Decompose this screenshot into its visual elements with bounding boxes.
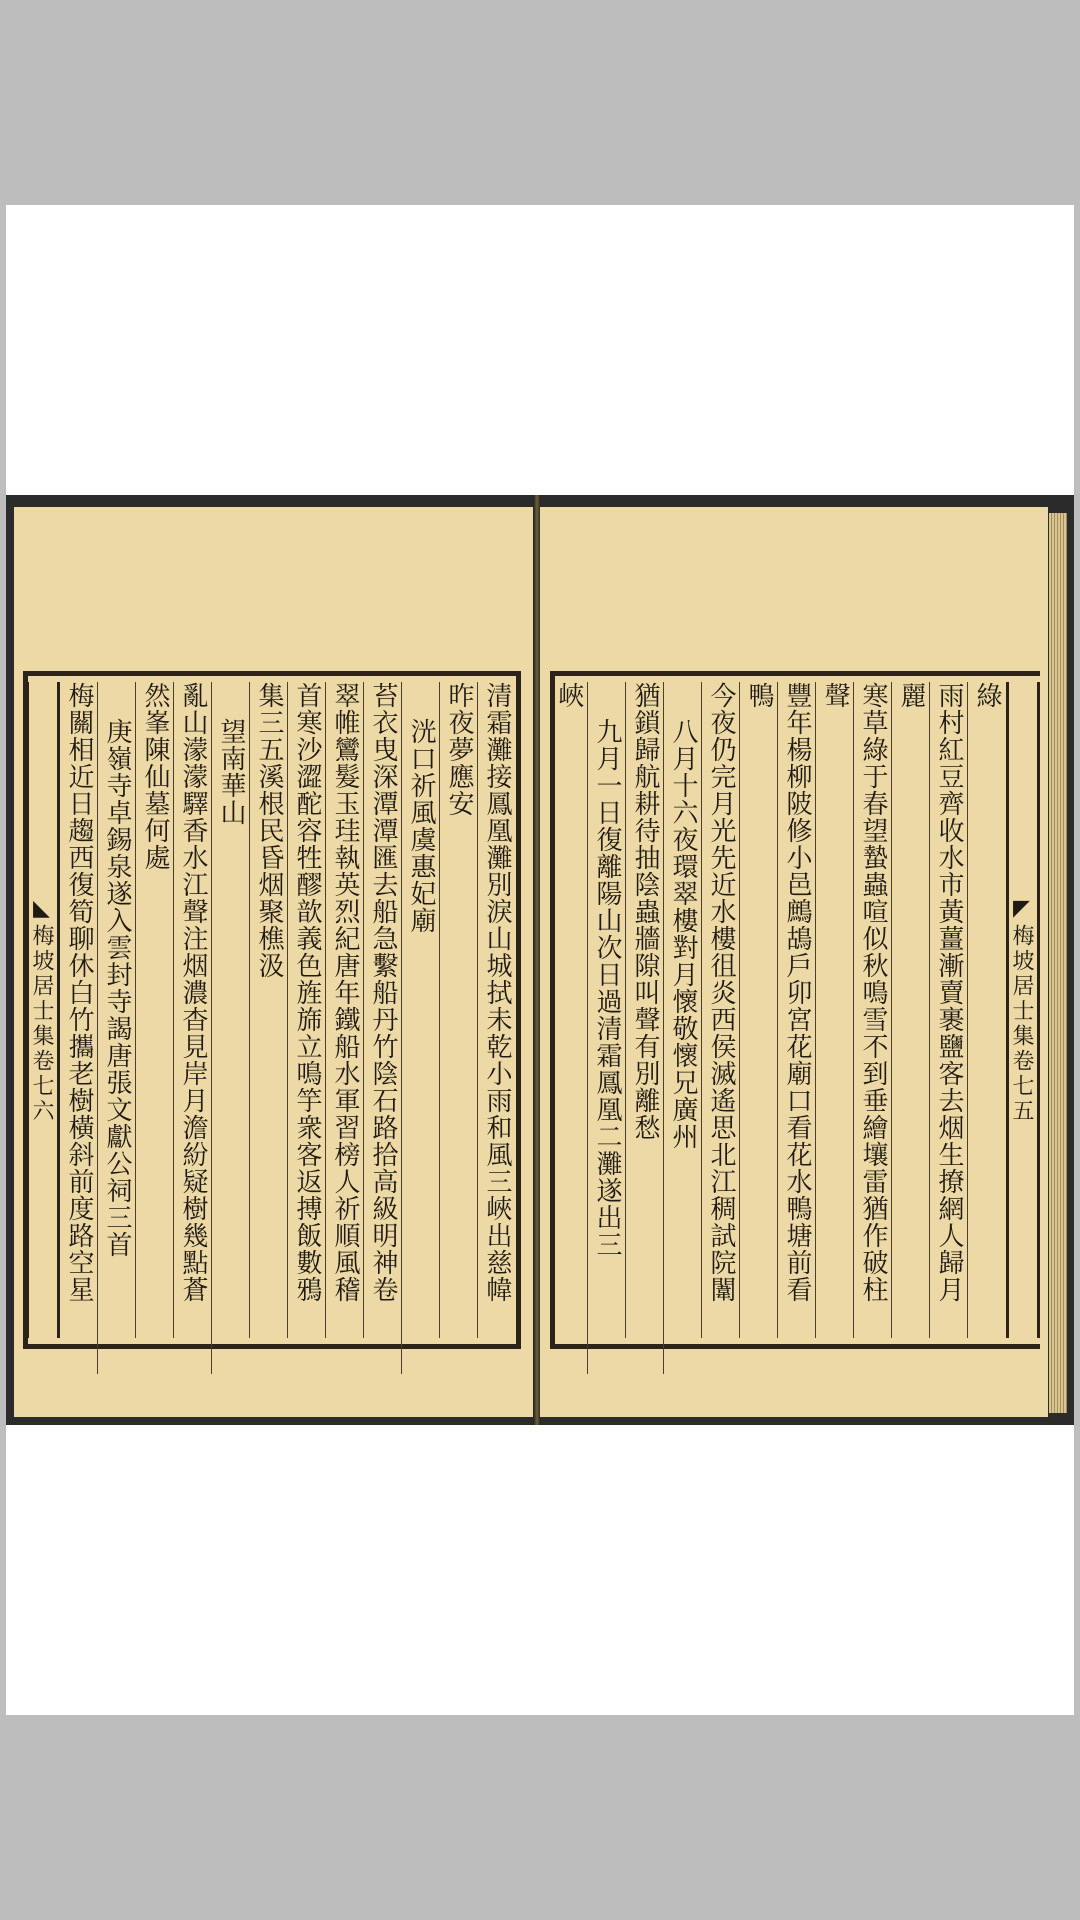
section-title: 九月一日復離陽山次日過清霜鳳凰二灘遂出三: [587, 682, 626, 1374]
text-column: 寒草綠于春望蟄蟲喧似秋鳴雪不到垂繪壤雷猶作破柱: [853, 682, 892, 1338]
text-column: 豐年楊柳陂修小邑鷓鴣戶卯宮花廟口看花水鴨塘前看: [777, 682, 816, 1338]
viewer-frame: [6, 205, 1074, 1715]
text-column: 猶鎖歸航耕待抽陰蟲牆隙叫聲有別離愁: [625, 682, 664, 1338]
text-column: 首寒沙澀酡容牲醪歆義色旌旆立鳴竽衆客返搏飯數鴉: [287, 682, 326, 1338]
text-column: 梅關相近日趨西復筍聊休白竹攜老樹橫斜前度路空星: [59, 682, 98, 1338]
page-number: 六: [29, 1099, 54, 1124]
text-column: 綠: [967, 682, 1006, 1338]
section-title: 八月十六夜環翠樓對月懷敬懷兄廣州: [663, 682, 702, 1374]
book-scan: [6, 495, 1074, 1425]
text-column: 然峯陳仙墓何處: [135, 682, 174, 1338]
text-column: 聲: [815, 682, 854, 1338]
text-column: 昨夜夢應安: [439, 682, 478, 1338]
section-title: 庚嶺寺卓錫泉遂入雲封寺謁唐張文獻公祠三首: [97, 682, 136, 1374]
running-title: 梅坡居士集卷七: [29, 924, 54, 1099]
running-title-block: [1006, 682, 1040, 1338]
text-column: 集三五溪根民昏烟聚樵汲: [249, 682, 288, 1338]
text-column: 鴨: [739, 682, 778, 1338]
text-column: 翠帷鸞髮玉珪執英烈紀唐年鐵船水軍習榜人祈順風稽: [325, 682, 364, 1338]
text-column: 亂山濛濛驛香水江聲注烟濃杳見岸月澹紛疑樹幾點蒼: [173, 682, 212, 1338]
running-title-block: [26, 682, 60, 1338]
running-title: 梅坡居士集卷七: [1009, 924, 1034, 1099]
left-text-frame: [23, 671, 521, 1349]
page-number: 五: [1009, 1099, 1034, 1124]
section-title: 望南華山: [211, 682, 250, 1374]
text-column: 今夜仍完月光先近水樓徂炎西侯滅遙思北江稠試院闈: [701, 682, 740, 1338]
fish-tail-mark: ◣: [29, 896, 54, 924]
right-text-frame: [550, 671, 1040, 1349]
right-page: [540, 507, 1048, 1417]
text-column: 苔衣曳深潭潭匯去船急繫船丹竹陰石路拾高級明神卷: [363, 682, 402, 1338]
text-column: 麗: [891, 682, 930, 1338]
fish-tail-mark: ◤: [1009, 896, 1034, 924]
page-edges: [1049, 513, 1067, 1413]
section-title: 洸口祈風虞惠妃廟: [401, 682, 440, 1374]
left-page: [14, 507, 534, 1417]
text-column: 峽: [554, 682, 584, 709]
text-column: 清霜灘接鳳凰灘別淚山城拭未乾小雨和風三峽出慈幃: [477, 682, 516, 1338]
text-column: 雨村紅豆齊收水市黃薑漸賣裹鹽客去烟生撩網人歸月: [929, 682, 968, 1338]
